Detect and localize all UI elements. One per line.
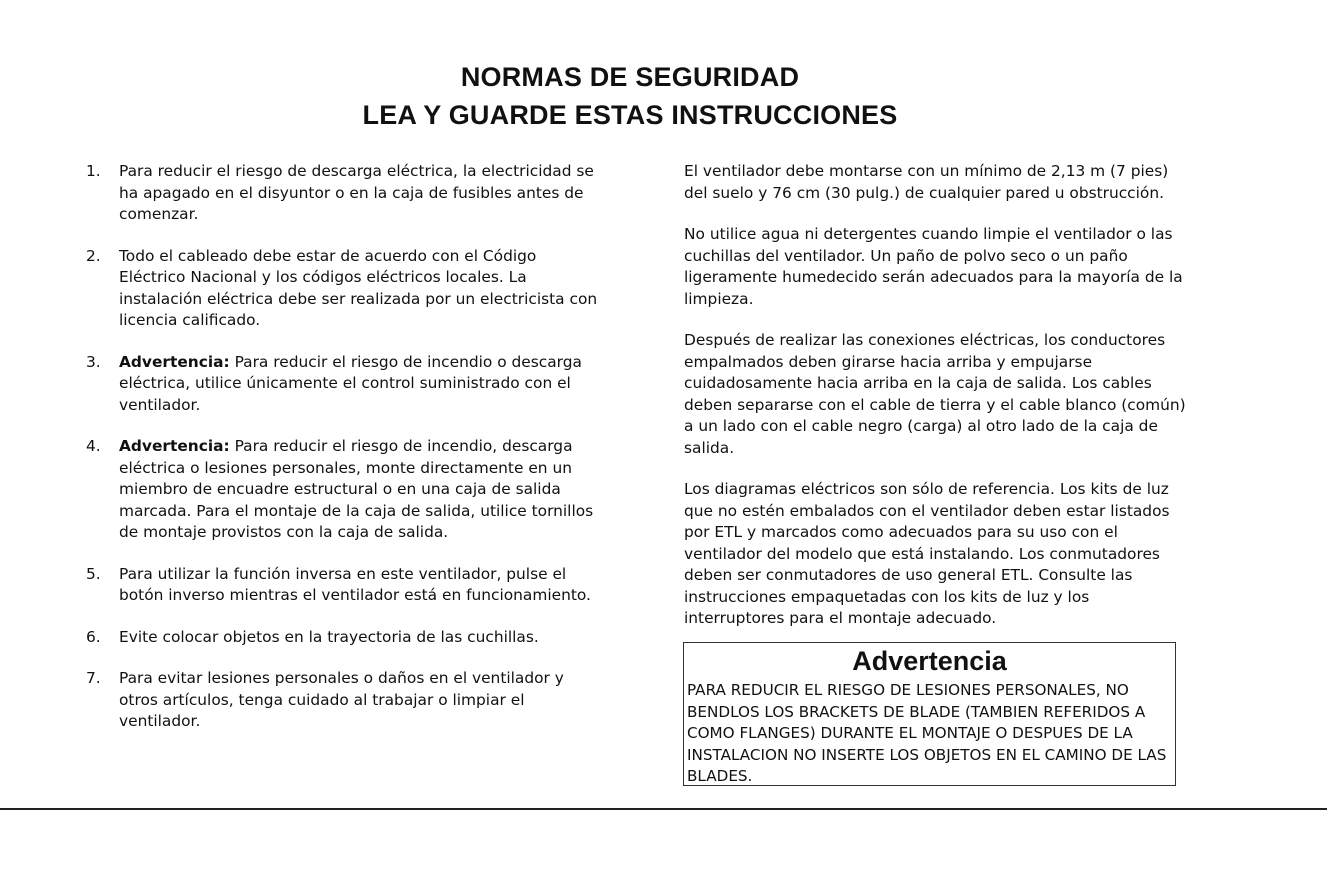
list-item-content xyxy=(119,436,606,544)
warning-box xyxy=(683,642,1176,786)
list-item-content xyxy=(119,352,606,417)
warning-label: Advertencia: xyxy=(119,437,230,455)
list-item xyxy=(86,161,606,226)
list-item-number: 2. xyxy=(86,246,101,265)
list-item xyxy=(86,352,606,417)
installation-notes xyxy=(684,161,1194,650)
warning-label: Advertencia: xyxy=(119,352,230,371)
safety-rules-list xyxy=(86,161,606,753)
list-item xyxy=(86,564,606,607)
list-item-number: 5. xyxy=(86,564,101,583)
warning-title: Advertencia xyxy=(852,646,1007,676)
list-item-text: Para evitar lesiones personales o daños en el ventilador y otros artículos, tenga cuidado al trabajar o limpiar el ventilador. xyxy=(119,669,564,730)
list-item xyxy=(86,668,606,733)
paragraph-diagrams: Los diagramas eléctricos son sólo de referencia. Los kits de luz que no estén embalados con el ventilador deben estar listados por ETL y marcados como adecuados para su uso con el ventilador del modelo que está instalando. Los conmutadores deben ser conmutadores de uso general ETL. Consulte las instrucciones empaquetadas con los kits de luz y los interruptores para el montaje adecuado. xyxy=(684,480,1170,627)
list-item-number: 1. xyxy=(86,162,101,180)
list-item-number: 7. xyxy=(86,669,101,687)
list-item-number: 6. xyxy=(86,627,101,646)
footer-divider xyxy=(0,808,1327,810)
list-item-text: Para reducir el riesgo de incendio o descarga eléctrica, utilice únicamente el control suministrado con el ventilador. xyxy=(119,352,582,414)
page-title: NORMAS DE SEGURIDAD xyxy=(460,62,800,92)
list-item-number: 3. xyxy=(86,352,101,371)
paragraph-cleaning: No utilice agua ni detergentes cuando limpie el ventilador o las cuchillas del ventilador. Un paño de polvo seco o un paño ligeramente humedecido serán adecuados para la mayoría de la limpieza. xyxy=(684,225,1183,308)
paragraph-mounting-height: El ventilador debe montarse con un mínimo de 2,13 m (7 pies) del suelo y 76 cm (30 pulg.) de cualquier pared u obstrucción. xyxy=(684,162,1169,202)
list-item-text: Evite colocar objetos en la trayectoria de las cuchillas. xyxy=(119,627,539,646)
list-item-text: Para utilizar la función inversa en este ventilador, pulse el botón inverso mientras el ventilador está en funcionamiento. xyxy=(119,564,591,604)
list-item-text: Para reducir el riesgo de incendio, descarga eléctrica o lesiones personales, monte directamente en un miembro de encuadre estructural o en una caja de salida marcada. Para el montaje de la caja de salida, utilice tornillos de montaje provistos con la caja de salida. xyxy=(119,437,594,541)
list-item xyxy=(86,436,606,544)
paragraph-wiring: Después de realizar las conexiones eléctricas, los conductores empalmados deben girarse hacia arriba y empujarse cuidadosamente hacia arriba en la caja de salida. Los cables deben separarse con el cable de tierra y el cable blanco (común) a un lado con el cable negro (carga) al otro lado de la caja de salida. xyxy=(684,331,1186,457)
list-item-text: Todo el cableado debe estar de acuerdo con el Código Eléctrico Nacional y los códigos eléctricos locales. La instalación eléctrica debe ser realizada por un electricista con licencia calificado. xyxy=(119,246,598,329)
list-item xyxy=(86,246,606,332)
list-item-number: 4. xyxy=(86,437,101,455)
page-subtitle: LEA Y GUARDE ESTAS INSTRUCCIONES xyxy=(362,100,898,130)
warning-text: PARA REDUCIR EL RIESGO DE LESIONES PERSONALES, NO BENDLOS LOS BRACKETS DE BLADE (TAMBIEN REFERIDOS A COMO FLANGES) DURANTE EL MONTAJE O DESPUES DE LA INSTALACION NO INSERTE LOS OBJETOS EN EL CAMINO DE LAS BLADES. xyxy=(687,681,1167,785)
list-item xyxy=(86,627,606,649)
list-item-text: Para reducir el riesgo de descarga eléctrica, la electricidad se ha apagado en el disyuntor o en la caja de fusibles antes de comenzar. xyxy=(119,162,594,223)
